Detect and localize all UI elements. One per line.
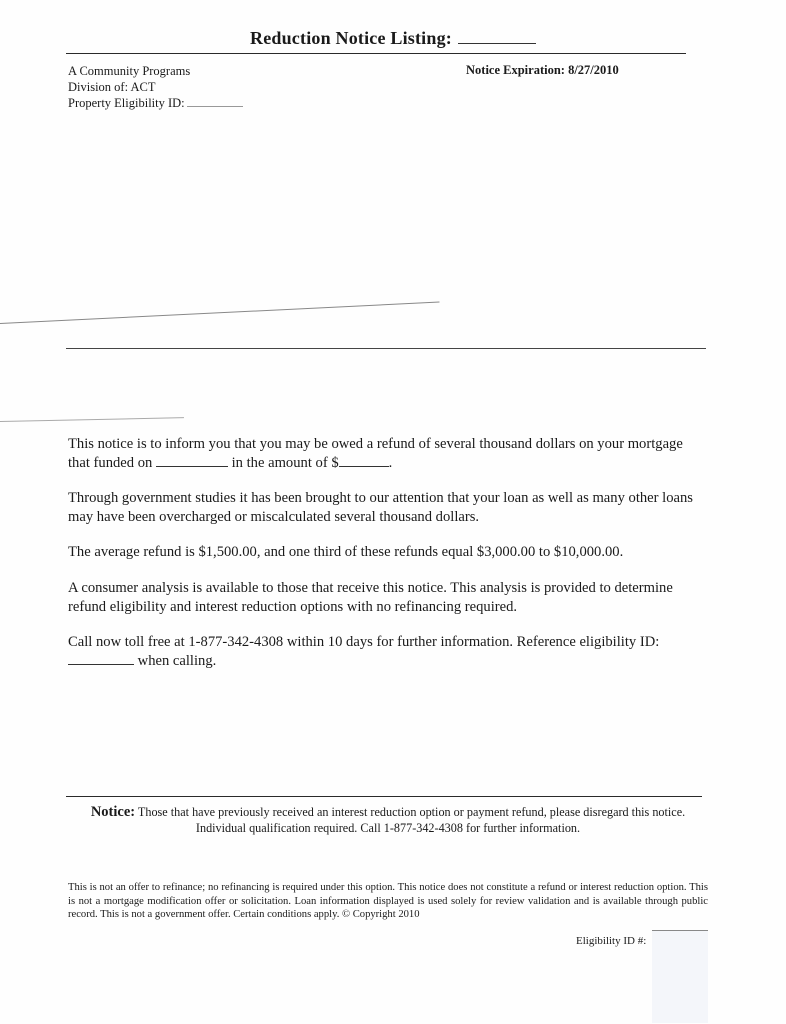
footer-id-box [652,930,708,1023]
paragraph-1 [68,435,708,472]
page-title [0,28,786,49]
notice-text: Those that have previously received an interest reduction option or payment refund, please disregard this notice. Individual qualification required. Call 1-877-342-4308 for further information. [137,805,686,835]
footer-eligibility-label: Eligibility ID #: [576,935,647,947]
amount-blank [339,454,389,467]
org-line-1: A Community Programs [68,64,191,78]
p1-text-c: . [388,454,393,471]
p3-text: The average refund is $1,500.00, and one third of these refunds equal $3,000.00 to $10,000.00. [68,544,624,560]
p5-text-a: Call now toll free at 1-877-342-4308 within 10 days for further information. Reference eligibility ID: [68,634,660,650]
reference-id-blank [68,652,134,665]
title-text: Reduction Notice Listing: [250,28,452,48]
notice-rule [66,796,702,797]
header-rule [66,53,686,54]
paragraph-4 [68,579,708,616]
eligibility-line [68,95,243,112]
eligibility-blank-field [187,95,243,107]
funded-date-blank [156,454,228,467]
notice-section [68,804,708,836]
p1-text-b: in the amount of $ [231,454,339,471]
p5-text-b: when calling. [137,652,217,669]
title-blank-field [458,29,536,44]
eligibility-label: Property Eligibility ID: [68,96,185,110]
scan-artifact-line-2 [0,417,184,422]
p2-text: Through government studies it has been brought to our attention that your loan as well as many other loans may have been overcharged or miscalculated several thousand dollars. [68,490,693,525]
org-line-2: Division of: ACT [68,79,156,94]
p1-text-a: This notice is to inform you that you may be owed a refund of several thousand dollars on your mortgage that funded on [68,436,683,471]
notice-label: Notice: [90,804,136,820]
p4-text: A consumer analysis is available to those that receive this notice. This analysis is provided to determine refund eligibility and interest reduction options with no refinancing required. [68,580,673,615]
notice-expiration: Notice Expiration: 8/27/2010 [466,63,619,77]
fine-print: This is not an offer to refinance; no refinancing is required under this option. This notice does not constitute a refund or interest reduction option. This is not a mortgage modification offer or solicitation. Loan information displayed is used solely for review validation and is available through public record. This is not a government offer. Certain conditions apply. © Copyright 2010 [68,882,708,920]
scan-artifact-line [0,302,439,324]
paragraph-5 [68,633,708,670]
paragraph-2 [68,489,708,526]
paragraph-3 [68,543,708,562]
address-rule [66,348,706,349]
header-left [68,64,243,112]
